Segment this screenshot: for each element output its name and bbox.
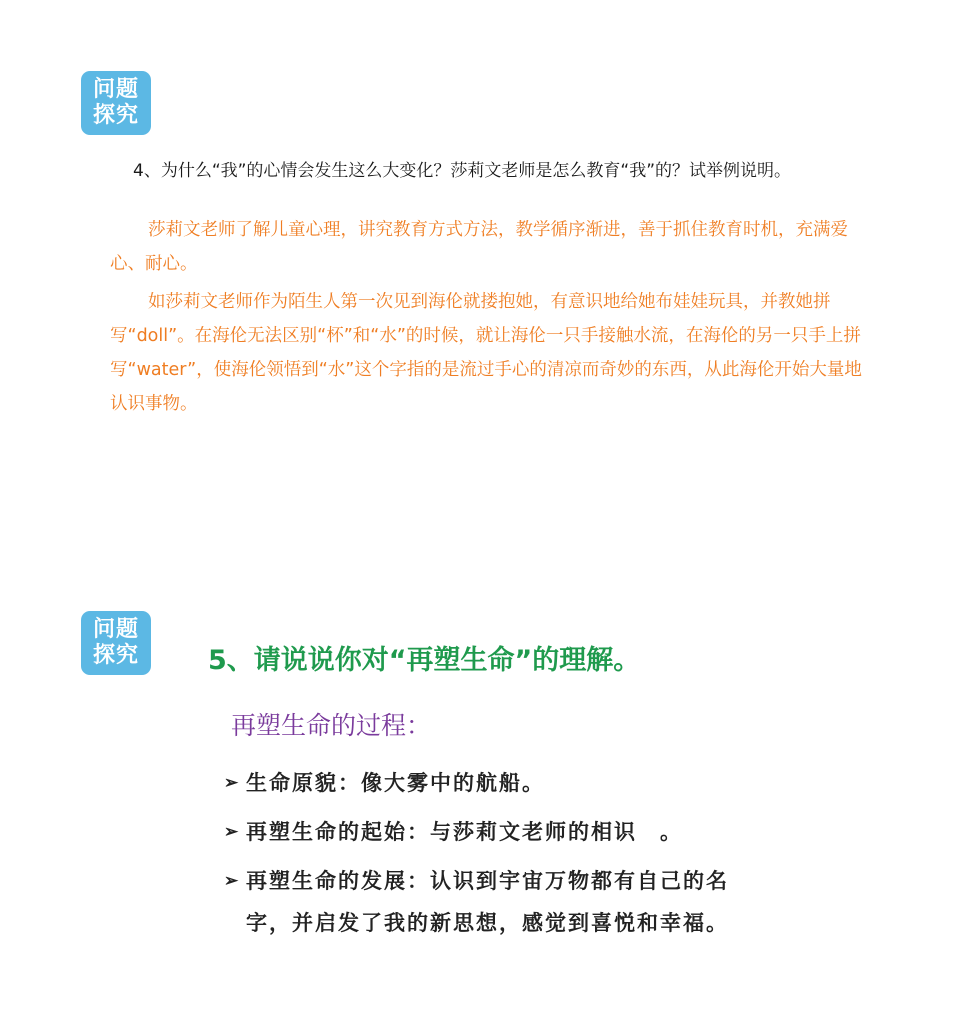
question-5: 5、请说说你对“再塑生命”的理解。 [208,645,641,676]
badge-line-2: 探究 [92,643,139,668]
arrow-bullet-icon: ➢ [224,871,239,891]
question-4: 4、为什么“我”的心情会发生这么大变化？莎莉文老师是怎么教育“我”的？试举例说明。 [133,161,792,181]
answer-text: 如莎莉文老师作为陌生人第一次见到海伦就搂抱她，有意识地给她布娃娃玩具，并教她拼写“doll”。在海伦无法区别“杯”和“水”的时候，就让海伦一只手接触水流，在海伦的另一只手上拼写“water”，使海伦领悟到“水”这个字指的是流过手心的清凉而奇妙的东西，从此海伦开始大量地认识事物。 [110,292,862,414]
arrow-bullet-icon: ➢ [224,822,239,842]
badge-line-1: 问题 [92,617,139,642]
list-item [224,860,744,944]
answer-4-paragraph-1 [110,213,870,281]
list-item-text: 再塑生命的起始：与莎莉文老师的相识 。 [246,819,683,844]
answer-text: 莎莉文老师了解儿童心理，讲究教育方式方法，教学循序渐进，善于抓住教育时机，充满爱心、耐心。 [110,220,848,274]
list-item [224,811,744,853]
process-title: 再塑生命的过程： [231,711,432,740]
process-list [224,762,744,951]
arrow-bullet-icon: ➢ [224,773,239,793]
badge-line-2: 探究 [92,103,139,128]
list-item-text: 再塑生命的发展：认识到宇宙万物都有自己的名字，并启发了我的新思想，感觉到喜悦和幸福。 [246,868,729,935]
badge-line-1: 问题 [92,77,139,102]
list-item [224,762,744,804]
answer-4-paragraph-2 [110,285,870,421]
badge-question-explore-2 [81,611,151,675]
badge-question-explore-1 [81,71,151,135]
list-item-text: 生命原貌：像大雾中的航船。 [246,770,545,795]
